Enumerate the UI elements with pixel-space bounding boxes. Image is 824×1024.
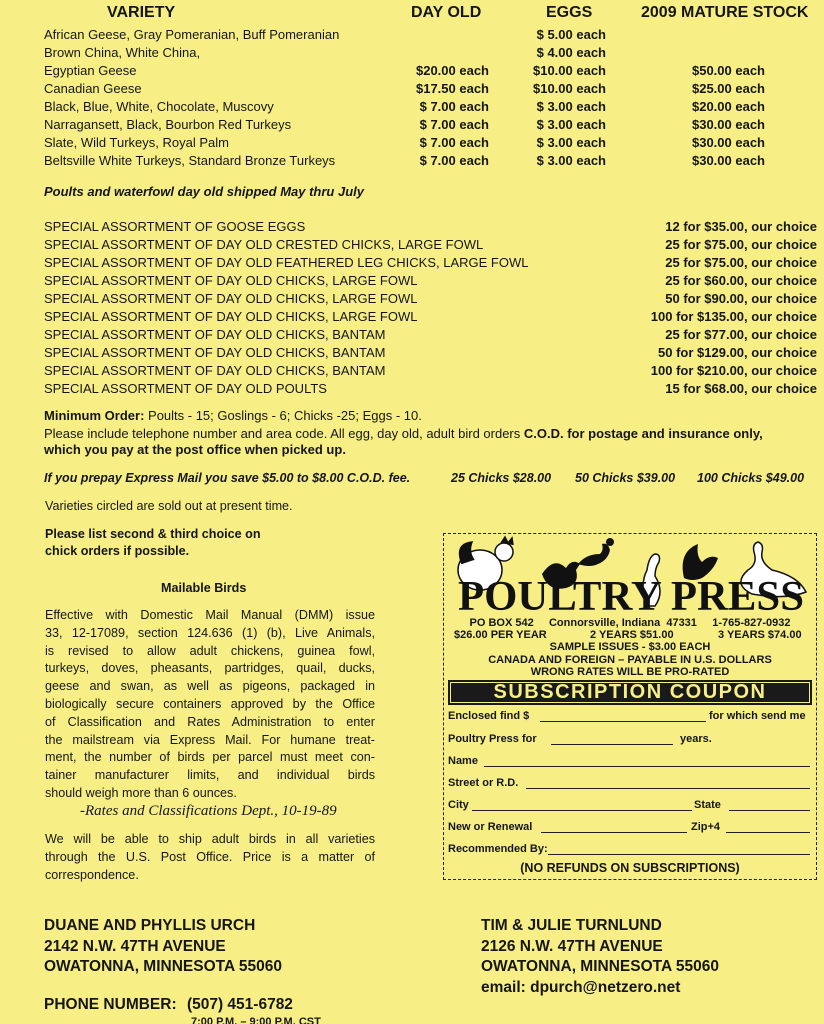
phone-line [44,995,293,1016]
paragraph-line: tainer manufacturer limits, and individual birds [45,768,375,783]
cod-note-a: Please include telephone number and area code. All egg, day old, adult bird orders [44,426,524,441]
assortment-name: SPECIAL ASSORTMENT OF DAY OLD CHICKS, BANTAM [44,327,386,342]
street-label: Street or R.D. [448,777,519,789]
assortment-name: SPECIAL ASSORTMENT OF DAY OLD CHICKS, LARGE FOWL [44,273,418,288]
minimum-order-text: Poults - 15; Goslings - 6; Chicks -25; Eggs - 10. [144,408,422,423]
second-choice-line: chick orders if possible. [45,544,190,558]
mature-cell: $30.00 each [691,117,765,132]
mature-cell: $50.00 each [691,63,765,78]
rate-2yr: 2 YEARS $51.00 [590,629,674,641]
assortment-name: SPECIAL ASSORTMENT OF DAY OLD CHICKS, BANTAM [44,345,386,360]
table-row [0,27,824,45]
form-years[interactable] [448,733,812,753]
table-row [0,117,824,135]
contact-left-street: 2142 N.W. 47TH AVENUE [44,937,226,955]
paragraph-line: of Classification and Rates Administration to enter [45,714,375,729]
second-choice-note [45,526,261,560]
phone-number[interactable]: (507) 451-6782 [186,996,293,1013]
city-field[interactable] [472,799,692,811]
recommended-field[interactable] [548,843,810,855]
coupon-title-bar [448,680,812,705]
zip-label: Zip+4 [691,821,721,833]
paragraph-line: the mailstream via Express Mail. For humane treat- [45,732,375,747]
paragraph-line: should weigh more than 6 ounces. [45,785,237,800]
assortment-name: SPECIAL ASSORTMENT OF DAY OLD CHICKS, BANTAM [44,363,386,378]
assortment-row [44,363,817,381]
assortment-name: SPECIAL ASSORTMENT OF GOOSE EGGS [44,219,306,234]
assortment-row [44,255,817,273]
assortment-row [44,327,817,345]
eggs-cell: $ 3.00 each [536,99,606,114]
cod-note-line3: which you pay at the post office when picked up. [44,442,346,457]
paragraph-line: biologically secure containers approved by the Office [45,696,375,711]
contact-left-name: DUANE AND PHYLLIS URCH [44,917,256,934]
paragraph-line: turkeys, doves, pheasants, partridges, quail, ducks, [45,661,375,676]
assortment-name: SPECIAL ASSORTMENT OF DAY OLD FEATHERED LEG CHICKS, LARGE FOWL [44,255,529,270]
rate-3yr: 3 YEARS $74.00 [718,629,802,641]
phone-hours: 7:00 P.M. – 9:00 P.M. CST [191,1016,321,1024]
eggs-cell: $ 3.00 each [536,153,606,168]
street-field[interactable] [526,777,810,789]
contact-right-name: TIM & JULIE TURNLUND [481,917,662,934]
mailable-body [45,607,375,803]
assortment-price: 25 for $60.00, our choice [665,273,817,288]
eggs-cell: $ 5.00 each [536,27,606,42]
prepay-25: 25 Chicks $28.00 [451,471,552,485]
prepay-50: 50 Chicks $39.00 [575,471,676,485]
state-field[interactable] [729,799,810,811]
form-recommended[interactable] [448,843,812,863]
assortment-price: 50 for $90.00, our choice [665,291,817,306]
mature-cell: $30.00 each [691,135,765,150]
form-renewal-zip[interactable] [448,821,812,841]
prepay-text: If you prepay Express Mail you save $5.00 to $8.00 C.O.D. fee. [44,471,411,485]
day-old-cell: $ 7.00 each [419,117,489,132]
assortment-price: 100 for $135.00, our choice [650,309,817,324]
paragraph-line: is revised to allow adult chickens, guinea fowl, [45,643,375,658]
mature-cell: $20.00 each [691,99,765,114]
mature-cell: $25.00 each [691,81,765,96]
assortment-row [44,309,817,327]
header-variety: VARIETY [107,4,176,21]
mature-cell: $30.00 each [691,153,765,168]
assortment-price: 100 for $210.00, our choice [650,363,817,378]
paragraph-line: correspondence. [45,867,139,882]
enclosed-field[interactable] [540,710,706,722]
years-label: years. [680,733,712,745]
minimum-order-label: Minimum Order: [44,408,145,423]
name-field[interactable] [484,755,810,767]
table-row [0,135,824,153]
header-day-old: DAY OLD [411,4,482,21]
pp-for-label: Poultry Press for [448,733,537,745]
paragraph-line: through the U.S. Post Office. Price is a matter of [45,849,375,864]
coupon-sample: SAMPLE ISSUES - $3.00 EACH [549,641,711,653]
sold-out-note: Varieties circled are sold out at present time. [45,499,293,513]
contact-right-street: 2126 N.W. 47TH AVENUE [481,937,663,955]
eggs-cell: $10.00 each [532,63,606,78]
renewal-label: New or Renewal [448,821,533,833]
assortment-row [44,219,817,237]
enclosed-label: Enclosed find $ [448,710,530,722]
mailable-title: Mailable Birds [161,581,247,595]
contact-right-city: OWATONNA, MINNESOTA 55060 [481,958,719,975]
second-choice-line: Please list second & third choice on [45,527,261,541]
recommended-label: Recommended By: [448,843,548,855]
cod-note [44,426,763,441]
coupon-title: SUBSCRIPTION COUPON [493,681,767,703]
zip-field[interactable] [726,821,810,833]
mailable-signature: -Rates and Classifications Dept., 10-19-89 [80,803,337,819]
form-street[interactable] [448,777,812,797]
paragraph-line: ment, the number of birds per parcel must meet con- [45,750,375,765]
variety-cell: Slate, Wild Turkeys, Royal Palm [44,135,229,150]
paragraph-line: geese and swan, as well as pigeons, packaged in [45,679,375,694]
assortment-price: 25 for $75.00, our choice [665,237,817,252]
day-old-cell: $17.50 each [415,81,489,96]
variety-cell: African Geese, Gray Pomeranian, Buff Pomeranian [44,27,340,42]
assortment-row [44,381,817,399]
form-name[interactable] [448,755,812,775]
coupon-wrong-rates: WRONG RATES WILL BE PRO-RATED [530,666,730,678]
poultry-press-logo [452,534,810,616]
variety-cell: Narragansett, Black, Bourbon Red Turkeys [44,117,292,132]
variety-cell: Canadian Geese [44,81,142,96]
contact-right [481,916,719,998]
assortment-row [44,237,817,255]
renewal-field[interactable] [541,821,687,833]
contact-left [44,916,282,978]
day-old-cell: $ 7.00 each [419,135,489,150]
shipping-note: Poults and waterfowl day old shipped May thru July [44,184,364,199]
contact-left-city: OWATONNA, MINNESOTA 55060 [44,958,282,975]
table-row [0,45,824,63]
header-mature-stock: 2009 MATURE STOCK [641,4,809,21]
no-refunds-note: (NO REFUNDS ON SUBSCRIPTIONS) [520,861,740,875]
assortment-row [44,291,817,309]
state-label: State [694,799,721,811]
paragraph-line: Effective with Domestic Mail Manual (DMM) issue [45,608,375,622]
prepay-100: 100 Chicks $49.00 [697,471,805,485]
cod-note-b: C.O.D. for postage and insurance only, [523,426,763,441]
minimum-order [44,408,422,423]
table-row [0,63,824,81]
day-old-cell: $ 7.00 each [419,99,489,114]
paragraph-line: 33, 12-17089, section 124.636 (1) (b), Live Animals, [45,625,375,640]
assortment-name: SPECIAL ASSORTMENT OF DAY OLD POULTS [44,381,327,396]
eggs-cell: $10.00 each [532,81,606,96]
variety-cell: Egyptian Geese [44,63,137,78]
variety-cell: Beltsville White Turkeys, Standard Bronze Turkeys [44,153,336,168]
assortment-price: 50 for $129.00, our choice [658,345,817,360]
table-row [0,81,824,99]
assortment-price: 25 for $75.00, our choice [665,255,817,270]
form-city-state[interactable] [448,799,812,819]
assortment-row [44,345,817,363]
eggs-cell: $ 3.00 each [536,117,606,132]
contact-right-email[interactable]: email: dpurch@netzero.net [481,978,681,996]
coupon-foreign: CANADA AND FOREIGN – PAYABLE IN U.S. DOLLARS [488,654,772,666]
poultry-press-wordmark: POULTRY PRESS [458,574,804,616]
day-old-cell: $20.00 each [415,63,489,78]
eggs-cell: $ 4.00 each [536,45,606,60]
coupon-address: PO BOX 542 Connorsville, Indiana 47331 1-765-827-0932 [469,617,791,629]
city-label: City [448,799,469,811]
years-field[interactable] [551,733,673,745]
paragraph-line: We will be able to ship adult birds in all varieties [45,832,375,846]
duck-icon [578,538,614,566]
eggs-cell: $ 3.00 each [536,135,606,150]
table-row [0,153,824,171]
name-label: Name [448,755,478,767]
table-row [0,99,824,117]
assortment-price: 12 for $35.00, our choice [665,219,817,234]
header-eggs: EGGS [546,4,593,21]
rate-1yr: $26.00 PER YEAR [454,629,547,641]
assortment-name: SPECIAL ASSORTMENT OF DAY OLD CHICKS, LARGE FOWL [44,291,418,306]
day-old-cell: $ 7.00 each [419,153,489,168]
assortment-row [44,273,817,291]
assortment-name: SPECIAL ASSORTMENT OF DAY OLD CHICKS, LARGE FOWL [44,309,418,324]
phone-label: PHONE NUMBER: [44,996,177,1013]
form-enclosed[interactable] [448,710,812,730]
for-which-label: for which send me [709,710,806,722]
assortment-price: 25 for $77.00, our choice [665,327,817,342]
variety-cell: Black, Blue, White, Chocolate, Muscovy [44,99,274,114]
assortment-name: SPECIAL ASSORTMENT OF DAY OLD CRESTED CHICKS, LARGE FOWL [44,237,484,252]
variety-cell: Brown China, White China, [44,45,201,60]
adult-ship-note [45,831,375,884]
assortment-price: 15 for $68.00, our choice [665,381,817,396]
